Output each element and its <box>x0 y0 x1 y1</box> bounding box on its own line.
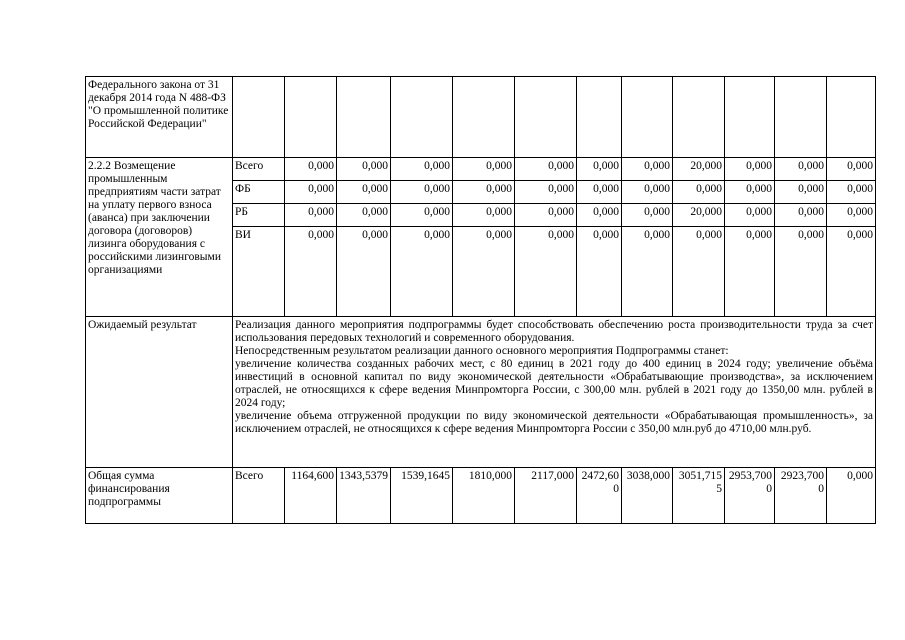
value-cell: 0,000 <box>391 181 453 204</box>
table-row-total <box>86 468 876 524</box>
value-cell: 2953,7000 <box>725 468 775 524</box>
empty-cell <box>622 77 673 158</box>
value-cell: 0,000 <box>391 158 453 181</box>
value-cell: 0,000 <box>725 227 775 317</box>
empty-cell <box>233 77 285 158</box>
source-code: ФБ <box>233 181 285 204</box>
result-label: Ожидаемый результат <box>86 317 233 468</box>
value-cell: 3038,000 <box>622 468 673 524</box>
value-cell: 0,000 <box>577 204 622 227</box>
value-cell: 0,000 <box>577 181 622 204</box>
source-code: РБ <box>233 204 285 227</box>
source-code: Всего <box>233 468 285 524</box>
empty-cell <box>337 77 391 158</box>
value-cell: 0,000 <box>391 204 453 227</box>
value-cell: 0,000 <box>622 204 673 227</box>
value-cell: 20,000 <box>673 158 725 181</box>
value-cell: 0,000 <box>673 181 725 204</box>
value-cell: 0,000 <box>285 158 337 181</box>
value-cell: 0,000 <box>391 227 453 317</box>
empty-cell <box>285 77 337 158</box>
value-cell: 0,000 <box>515 227 577 317</box>
empty-cell <box>673 77 725 158</box>
value-cell: 0,000 <box>827 158 876 181</box>
value-cell: 0,000 <box>453 227 515 317</box>
table-row-law <box>86 77 876 158</box>
empty-cell <box>453 77 515 158</box>
result-paragraph: Непосредственным результатом реализации данного основного мероприятия Подпрограммы станет: <box>235 345 729 357</box>
value-cell: 0,000 <box>827 468 876 524</box>
value-cell: 0,000 <box>622 181 673 204</box>
value-cell: 2472,600 <box>577 468 622 524</box>
result-paragraph: увеличение объема отгруженной продукции по виду экономической деятельности «Обрабатывающая промышленность», за исключением отраслей, не относящихся к сфере ведения Минпромторга России с 350,00 млн.руб до 4710,00 млн.руб. <box>235 410 873 435</box>
empty-cell <box>391 77 453 158</box>
value-cell: 0,000 <box>453 204 515 227</box>
value-cell: 2117,000 <box>515 468 577 524</box>
value-cell: 3051,7155 <box>673 468 725 524</box>
value-cell: 0,000 <box>827 227 876 317</box>
value-cell: 0,000 <box>725 204 775 227</box>
value-cell: 0,000 <box>577 158 622 181</box>
measure-label: 2.2.2 Возмещение промышленным предприятиям части затрат на уплату первого взноса (аванса) при заключении договора (договоров) лизинга оборудования с российскими лизинговыми организациями <box>86 158 233 317</box>
empty-cell <box>725 77 775 158</box>
value-cell: 0,000 <box>337 204 391 227</box>
value-cell: 1810,000 <box>453 468 515 524</box>
result-paragraph: Реализация данного мероприятия подпрограммы будет способствовать обеспечению роста производительности труда за счет использования передовых технологий и современного оборудования. <box>235 319 873 344</box>
value-cell: 0,000 <box>515 181 577 204</box>
value-cell: 0,000 <box>285 181 337 204</box>
value-cell: 1343,5379 <box>337 468 391 524</box>
value-cell: 2923,7000 <box>775 468 827 524</box>
value-cell: 0,000 <box>622 158 673 181</box>
value-cell: 0,000 <box>673 227 725 317</box>
financing-table <box>85 76 876 524</box>
value-cell: 0,000 <box>515 158 577 181</box>
table-row-222-total <box>86 158 876 181</box>
value-cell: 0,000 <box>453 158 515 181</box>
value-cell: 0,000 <box>775 181 827 204</box>
source-code: Всего <box>233 158 285 181</box>
value-cell: 0,000 <box>515 204 577 227</box>
result-paragraph: увеличение количества созданных рабочих мест, с 80 единиц в 2021 году до 400 единиц в 2024 году; увеличение объёма инвестиций в основной капитал по виду экономической деятельности «Обрабатывающие производства», за исключением отраслей, не относящихся к сфере ведения Минпромторга России, с 300,00 млн. рублей в 2021 году до 1350,00 млн. рублей в 2024 году; <box>235 358 873 409</box>
law-label: Федерального закона от 31 декабря 2014 года N 488-ФЗ "О промышленной политике Российской Федерации" <box>86 77 233 158</box>
value-cell: 0,000 <box>622 227 673 317</box>
value-cell: 0,000 <box>827 181 876 204</box>
empty-cell <box>827 77 876 158</box>
value-cell: 0,000 <box>775 227 827 317</box>
total-label: Общая сумма финансирования подпрограммы <box>86 468 233 524</box>
value-cell: 0,000 <box>725 158 775 181</box>
value-cell: 1539,1645 <box>391 468 453 524</box>
value-cell: 0,000 <box>577 227 622 317</box>
value-cell: 0,000 <box>775 204 827 227</box>
value-cell: 0,000 <box>725 181 775 204</box>
value-cell: 0,000 <box>827 204 876 227</box>
empty-cell <box>775 77 827 158</box>
value-cell: 20,000 <box>673 204 725 227</box>
value-cell: 0,000 <box>337 181 391 204</box>
empty-cell <box>577 77 622 158</box>
result-description <box>233 317 876 468</box>
source-code: ВИ <box>233 227 285 317</box>
table-row-result <box>86 317 876 468</box>
value-cell: 1164,600 <box>285 468 337 524</box>
value-cell: 0,000 <box>285 204 337 227</box>
empty-cell <box>515 77 577 158</box>
value-cell: 0,000 <box>337 158 391 181</box>
value-cell: 0,000 <box>453 181 515 204</box>
value-cell: 0,000 <box>337 227 391 317</box>
value-cell: 0,000 <box>775 158 827 181</box>
value-cell: 0,000 <box>285 227 337 317</box>
